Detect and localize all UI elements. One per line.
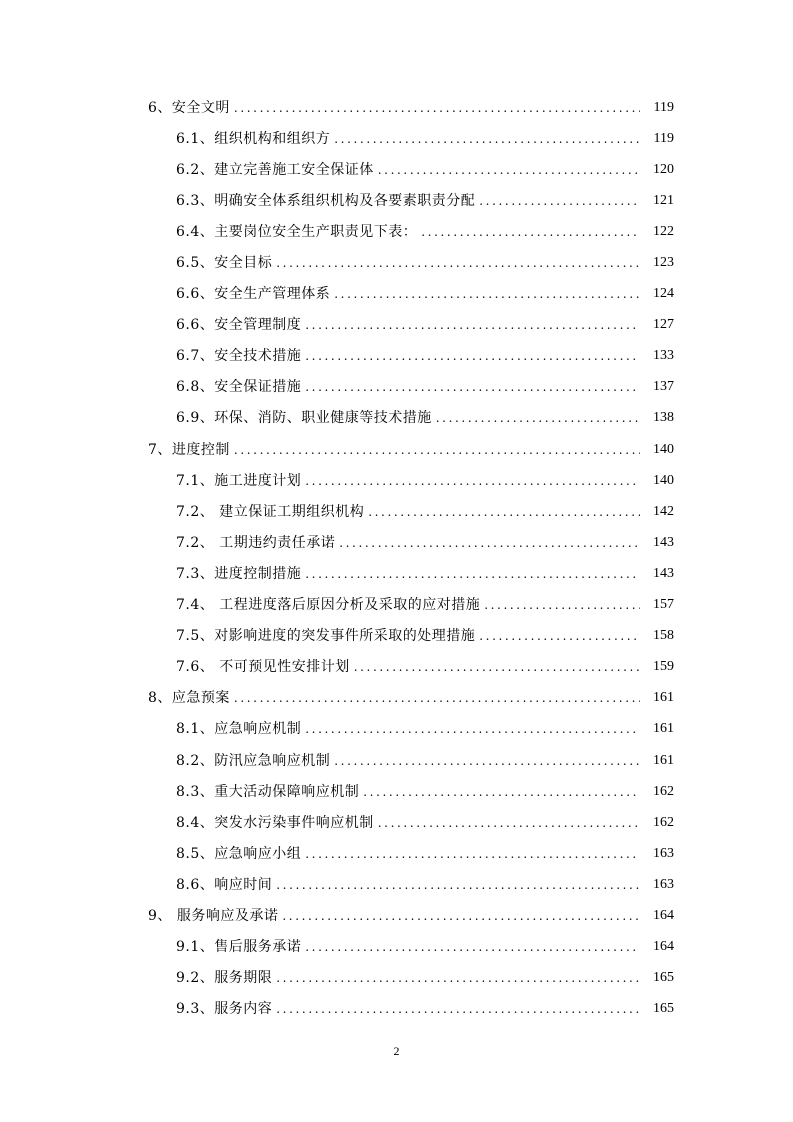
toc-entry-label: 6.1、组织机构和组织方 <box>176 130 331 147</box>
toc-entry[interactable] <box>0 558 793 589</box>
toc-entry-page: 119 <box>653 130 674 146</box>
toc-entry-label: 8.4、突发水污染事件响应机制 <box>176 814 374 831</box>
toc-entry[interactable] <box>0 247 793 278</box>
toc-entry-label: 7.6、 不可预见性安排计划 <box>176 659 350 676</box>
toc-dot-leader <box>479 191 640 211</box>
toc-entry-label: 7.2、 建立保证工期组织机构 <box>176 503 365 520</box>
toc-entry-label: 9.1、售后服务承诺 <box>176 939 302 956</box>
toc-entry[interactable] <box>0 683 793 714</box>
toc-entry-label: 8.5、应急响应小组 <box>176 845 302 862</box>
toc-entry[interactable] <box>0 807 793 838</box>
toc-entry-page: 161 <box>653 752 674 768</box>
toc-entry-page: 140 <box>653 472 674 488</box>
toc-dot-leader <box>276 253 640 273</box>
page-number: 2 <box>393 1044 400 1058</box>
toc-entry[interactable] <box>0 590 793 621</box>
toc-entry[interactable] <box>0 652 793 683</box>
toc-entry-page: 120 <box>653 161 674 177</box>
toc-entry-page: 123 <box>653 255 674 271</box>
toc-entry[interactable] <box>0 496 793 527</box>
toc-entry-label: 8.1、应急响应机制 <box>176 721 302 738</box>
toc-entry-label: 6、安全文明 <box>148 99 230 116</box>
toc-entry-label: 6.4、主要岗位安全生产职责见下表： <box>176 223 418 240</box>
toc-entry[interactable] <box>0 310 793 341</box>
toc-entry-page: 142 <box>653 503 674 519</box>
toc-dot-leader <box>276 875 640 895</box>
toc-entry[interactable] <box>0 465 793 496</box>
toc-entry[interactable] <box>0 932 793 963</box>
toc-entry-label: 6.5、安全目标 <box>176 255 273 272</box>
toc-dot-leader <box>305 471 640 491</box>
toc-dot-leader <box>305 346 640 366</box>
toc-dot-leader <box>334 129 640 149</box>
toc-dot-leader <box>334 284 640 304</box>
toc-entry-page: 137 <box>653 379 674 395</box>
toc-dot-leader <box>436 408 640 428</box>
toc-dot-leader <box>305 315 640 335</box>
toc-entry[interactable] <box>0 123 793 154</box>
toc-dot-leader <box>276 968 640 988</box>
toc-entry[interactable] <box>0 869 793 900</box>
toc-entry-label: 9.3、服务内容 <box>176 1001 273 1018</box>
toc-dot-leader <box>334 751 640 771</box>
toc-dot-leader <box>234 98 640 118</box>
toc-dot-leader <box>282 906 640 926</box>
toc-dot-leader <box>305 844 640 864</box>
toc-entry-page: 124 <box>653 286 674 302</box>
toc-entry-page: 157 <box>653 597 674 613</box>
toc-dot-leader <box>276 999 640 1019</box>
toc-entry[interactable] <box>0 621 793 652</box>
toc-entry-page: 159 <box>653 659 674 675</box>
toc-dot-leader <box>479 626 640 646</box>
toc-entry-page: 163 <box>653 845 674 861</box>
toc-entry-page: 138 <box>653 410 674 426</box>
toc-entry-label: 9.2、服务期限 <box>176 970 273 987</box>
toc-entry-page: 140 <box>653 441 674 457</box>
toc-entry-page: 164 <box>653 939 674 955</box>
toc-entry-page: 143 <box>653 534 674 550</box>
toc-entry-page: 162 <box>653 814 674 830</box>
toc-entry-page: 121 <box>653 192 674 208</box>
toc-dot-leader <box>421 222 640 242</box>
toc-dot-leader <box>378 160 640 180</box>
table-of-contents <box>0 92 793 1025</box>
toc-entry-page: 143 <box>653 565 674 581</box>
toc-entry[interactable] <box>0 185 793 216</box>
toc-entry-label: 6.6、安全管理制度 <box>176 317 302 334</box>
toc-entry-label: 9、 服务响应及承诺 <box>148 907 279 924</box>
toc-entry-page: 133 <box>653 348 674 364</box>
toc-entry[interactable] <box>0 963 793 994</box>
toc-dot-leader <box>378 813 640 833</box>
toc-dot-leader <box>305 564 640 584</box>
toc-dot-leader <box>234 440 640 460</box>
toc-entry-label: 6.3、明确安全体系组织机构及各要素职责分配 <box>176 192 476 209</box>
toc-dot-leader <box>363 782 640 802</box>
toc-dot-leader <box>339 533 640 553</box>
toc-entry-label: 7.1、施工进度计划 <box>176 472 302 489</box>
toc-dot-leader <box>234 688 640 708</box>
toc-entry[interactable] <box>0 745 793 776</box>
toc-entry-page: 162 <box>653 783 674 799</box>
toc-entry[interactable] <box>0 403 793 434</box>
toc-dot-leader <box>305 377 640 397</box>
toc-entry-page: 127 <box>653 317 674 333</box>
toc-entry[interactable] <box>0 341 793 372</box>
toc-entry-label: 8、应急预案 <box>148 690 230 707</box>
toc-entry-page: 161 <box>653 721 674 737</box>
toc-entry-label: 6.7、安全技术措施 <box>176 348 302 365</box>
toc-entry-page: 165 <box>653 970 674 986</box>
toc-entry[interactable] <box>0 92 793 123</box>
toc-entry-label: 7.4、 工程进度落后原因分析及采取的应对措施 <box>176 597 481 614</box>
toc-entry[interactable] <box>0 154 793 185</box>
toc-dot-leader <box>484 595 640 615</box>
toc-entry-label: 8.2、防汛应急响应机制 <box>176 752 331 769</box>
toc-entry[interactable] <box>0 714 793 745</box>
toc-entry-page: 119 <box>653 99 674 115</box>
toc-entry-page: 163 <box>653 876 674 892</box>
toc-dot-leader <box>305 719 640 739</box>
toc-dot-leader <box>305 937 640 957</box>
toc-entry[interactable] <box>0 279 793 310</box>
toc-dot-leader <box>368 502 640 522</box>
toc-entry[interactable] <box>0 994 793 1025</box>
toc-entry-page: 164 <box>653 907 674 923</box>
toc-entry-page: 165 <box>653 1001 674 1017</box>
toc-entry-page: 158 <box>653 628 674 644</box>
toc-entry-label: 8.6、响应时间 <box>176 876 273 893</box>
toc-entry-label: 6.2、建立完善施工安全保证体 <box>176 161 374 178</box>
toc-entry-label: 8.3、重大活动保障响应机制 <box>176 783 360 800</box>
toc-entry[interactable] <box>0 900 793 931</box>
toc-entry-page: 122 <box>653 223 674 239</box>
toc-entry[interactable] <box>0 527 793 558</box>
toc-entry[interactable] <box>0 372 793 403</box>
toc-entry-label: 7.2、 工期违约责任承诺 <box>176 534 336 551</box>
toc-entry-label: 7.3、进度控制措施 <box>176 565 302 582</box>
toc-entry-label: 7、进度控制 <box>148 441 230 458</box>
toc-entry[interactable] <box>0 776 793 807</box>
toc-entry-page: 161 <box>653 690 674 706</box>
toc-entry[interactable] <box>0 434 793 465</box>
toc-dot-leader <box>354 657 640 677</box>
toc-entry-label: 7.5、对影响进度的突发事件所采取的处理措施 <box>176 628 476 645</box>
toc-entry-label: 6.9、环保、消防、职业健康等技术措施 <box>176 410 432 427</box>
toc-entry-label: 6.8、安全保证措施 <box>176 379 302 396</box>
toc-entry[interactable] <box>0 216 793 247</box>
toc-entry[interactable] <box>0 838 793 869</box>
toc-entry-label: 6.6、安全生产管理体系 <box>176 286 331 303</box>
